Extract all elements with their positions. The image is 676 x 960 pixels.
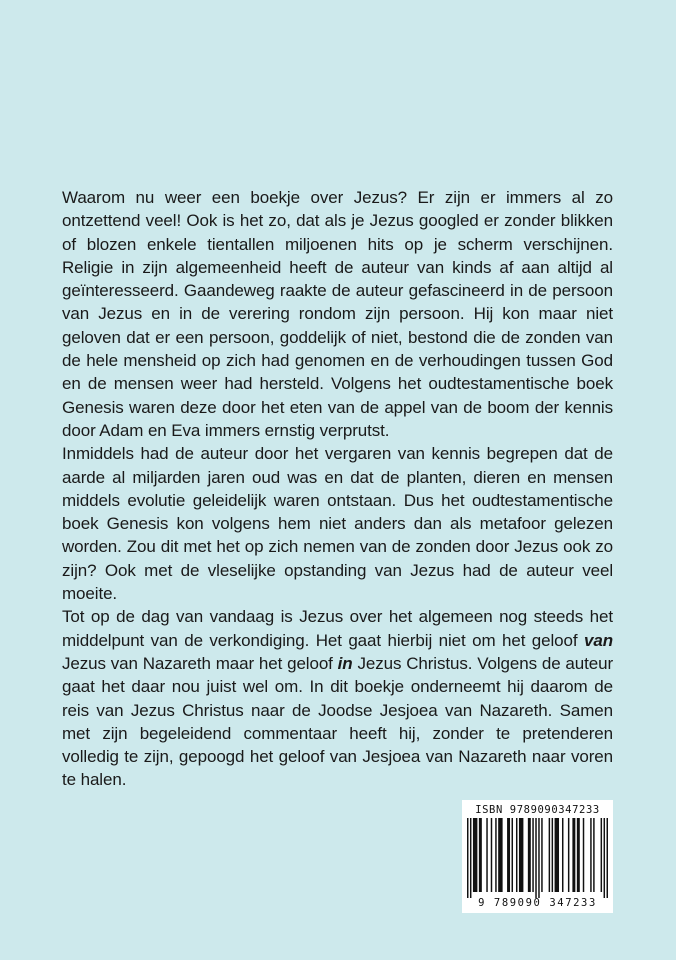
barcode-bar [491, 818, 492, 892]
barcode-digits: 9 789090 347233 [478, 897, 597, 909]
blurb-paragraph-1: Waarom nu weer een boekje over Jezus? Er zijn er immers al zo ontzettend veel! Ook is het zo, dat als je Jezus googled er zonder blikken of blozen enkele tientallen miljoenen hits op je scherm verschijnen. Religie in zijn algemeenheid heeft de auteur van kinds af aan altijd al geïnteresseerd. Gaandeweg raakte de auteur gefascineerd in de persoon van Jezus en in de verering rondom zijn persoon. Hij kon maar niet geloven dat er een persoon, goddelijk of niet, bestond die de zonden van de hele mensheid op zich had genomen en de verhoudingen tussen God en de mensen weer had hersteld. Volgens het oudtestamentische boek Genesis waren deze door het eten van de appel van de boom der kennis door Adam en Eva immers ernstig verprutst. [62, 188, 613, 440]
barcode-bar [512, 818, 513, 892]
barcode-bar [532, 818, 533, 892]
barcode-bar [519, 818, 523, 892]
barcode-bar [498, 818, 502, 892]
emphasis-in: in [337, 653, 353, 673]
barcode-bar [604, 818, 605, 898]
emphasis-van: van [584, 630, 614, 650]
barcode-bar [555, 818, 559, 892]
blurb-p3-part-c: Jezus Christus. Volgens de auteur gaat het daar nou juist wel om. In dit boekje onderneemt hij daarom de reis van Jezus Christus naar de Joodse Jesjoea van Nazareth. Samen met zijn begeleidend commentaar heeft hij, zonder te pretenderen volledig te zijn, gepoogd het geloof van Jesjoea van Nazareth naar voren te halen. [62, 653, 614, 790]
barcode-bar [577, 818, 580, 892]
barcode-bar [467, 818, 468, 898]
isbn-barcode [462, 800, 613, 913]
barcode-bar [552, 818, 553, 892]
isbn-label: ISBN 9789090347233 [475, 804, 600, 816]
barcode-bar [516, 818, 517, 892]
barcode-bar [593, 818, 594, 892]
barcode-bar [572, 818, 575, 892]
blurb-paragraph-2: Inmiddels had de auteur door het vergaren van kennis begrepen dat de aarde al miljarden jaren oud was en dat de planten, dieren en mensen middels evolutie geleidelijk waren ontstaan. Dus het oudtestamentische boek Genesis kon volgens hem niet anders dan als metafoor gelezen worden. Zou dit met het op zich nemen van de zonden door Jezus ook zo zijn? Ook met de vleselijke opstanding van Jezus had de auteur veel moeite. [62, 444, 613, 604]
barcode-bar [562, 818, 563, 892]
blurb-paragraph-3 [62, 605, 613, 791]
barcode-bar [601, 818, 602, 892]
barcode-bar [507, 818, 510, 892]
barcode-bar [535, 818, 536, 898]
barcode-bar [607, 818, 608, 898]
blurb-p3-part-b: Jezus van Nazareth maar het geloof [62, 653, 333, 673]
barcode-bar [479, 818, 482, 892]
barcode-bar [495, 818, 496, 892]
barcode-bar [538, 818, 539, 898]
barcode-bar [590, 818, 591, 892]
barcode-bar [568, 818, 569, 892]
blurb-p3-part-a: Tot op de dag van vandaag is Jezus over het algemeen nog steeds het middelpunt van de verkondiging. Het gaat hierbij niet om het geloof [62, 607, 613, 650]
barcode-bar [473, 818, 477, 892]
barcode-bar [528, 818, 531, 892]
barcode-bar [486, 818, 487, 892]
back-cover-blurb [62, 186, 613, 792]
barcode-bar [583, 818, 584, 892]
barcode-bars [467, 818, 608, 898]
barcode-bar [549, 818, 550, 892]
barcode-bar [470, 818, 471, 898]
barcode-bar [541, 818, 542, 892]
